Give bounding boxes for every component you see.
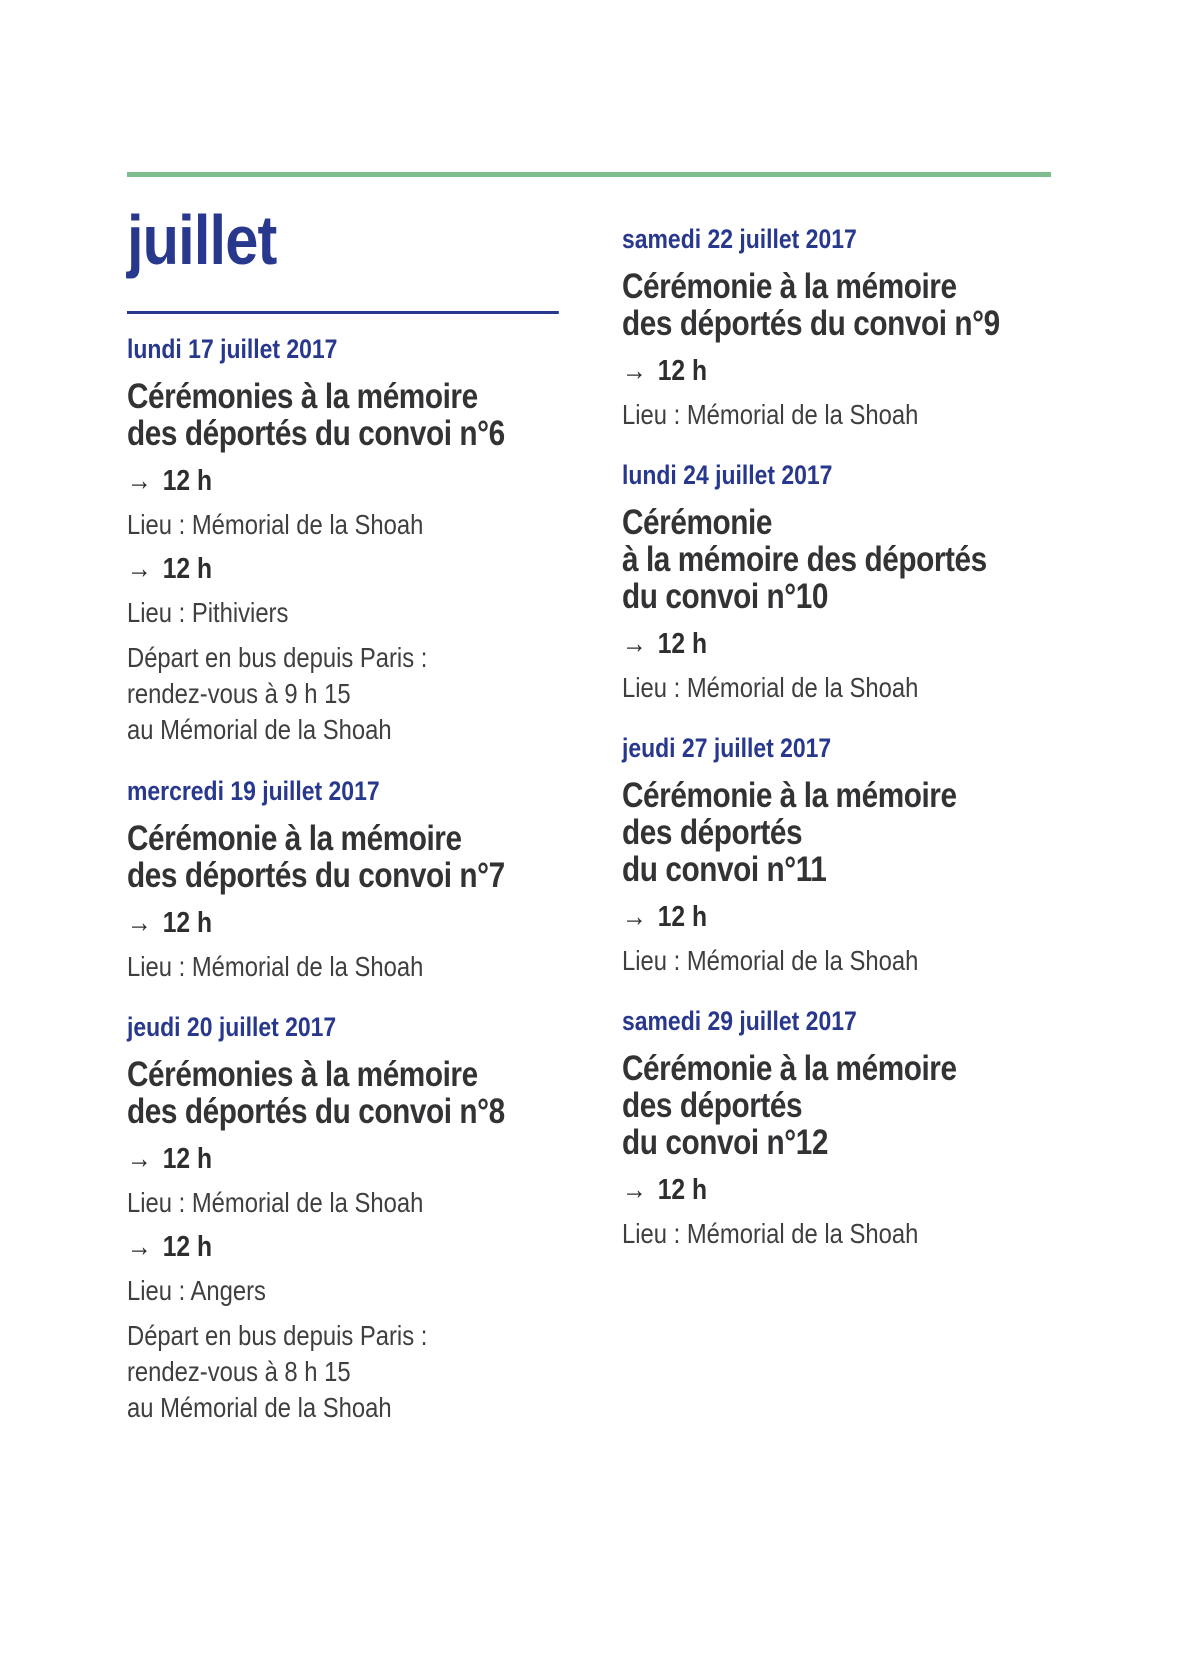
event-title-line: des déportés du convoi n°8	[127, 1092, 505, 1131]
event	[127, 774, 578, 984]
event-time-row	[622, 627, 1073, 661]
event	[127, 1010, 578, 1426]
event-date: samedi 22 juillet 2017	[622, 224, 857, 254]
event-title-line: Cérémonies à la mémoire	[127, 1055, 478, 1094]
arrow-right-icon: →	[622, 901, 647, 933]
event-title	[622, 777, 1073, 888]
event-time-row	[127, 464, 578, 498]
event	[622, 458, 1073, 705]
event-time-row	[127, 906, 578, 940]
event	[622, 222, 1073, 432]
event-title	[127, 820, 578, 894]
event-title-line: des déportés du convoi n°7	[127, 856, 505, 895]
top-divider	[127, 172, 1051, 177]
event-title-line: Cérémonie à la mémoire	[127, 819, 462, 858]
event-date: lundi 17 juillet 2017	[127, 334, 338, 364]
event-location: Lieu : Angers	[127, 1275, 266, 1306]
event-note-line: au Mémorial de la Shoah	[127, 1392, 392, 1423]
event-location: Lieu : Pithiviers	[127, 597, 289, 628]
event-time-row	[622, 1173, 1073, 1207]
event-note-line: rendez-vous à 9 h 15	[127, 678, 351, 709]
arrow-right-icon: →	[622, 355, 647, 387]
event	[622, 731, 1073, 978]
event-time: 12 h	[657, 1174, 708, 1206]
arrow-right-icon: →	[127, 553, 152, 585]
arrow-right-icon: →	[127, 465, 152, 497]
event-location: Lieu : Mémorial de la Shoah	[622, 1218, 919, 1249]
event-location: Lieu : Mémorial de la Shoah	[622, 672, 919, 703]
event-title	[127, 378, 578, 452]
column-left	[127, 200, 578, 1452]
event-time: 12 h	[657, 628, 708, 660]
event-title	[622, 268, 1073, 342]
event-note-line: Départ en bus depuis Paris :	[127, 642, 428, 673]
event-date: jeudi 27 juillet 2017	[622, 733, 832, 763]
event-time: 12 h	[162, 1231, 213, 1263]
event-title	[127, 1056, 578, 1130]
event-time: 12 h	[162, 1143, 213, 1175]
event-location: Lieu : Mémorial de la Shoah	[622, 945, 919, 976]
event-title-line: des déportés du convoi n°6	[127, 414, 505, 453]
event-time: 12 h	[162, 907, 213, 939]
event-note	[127, 640, 578, 748]
page-title: juillet	[127, 201, 277, 279]
event-title-line: du convoi n°11	[622, 850, 827, 889]
event-time: 12 h	[657, 355, 708, 387]
event-title-line: Cérémonie à la mémoire	[622, 1049, 957, 1088]
event-title-line: Cérémonie à la mémoire	[622, 776, 957, 815]
event-location: Lieu : Mémorial de la Shoah	[127, 1187, 424, 1218]
event	[622, 1004, 1073, 1251]
title-divider	[127, 311, 559, 314]
event-time-row	[127, 1230, 578, 1264]
arrow-right-icon: →	[127, 907, 152, 939]
event-time: 12 h	[162, 465, 213, 497]
column-right	[622, 222, 1073, 1277]
event-list-right	[622, 222, 1073, 1251]
arrow-right-icon: →	[127, 1231, 152, 1263]
event-time: 12 h	[162, 553, 213, 585]
arrow-right-icon: →	[127, 1143, 152, 1175]
event	[127, 332, 578, 748]
event-location: Lieu : Mémorial de la Shoah	[127, 509, 424, 540]
event-note-line: Départ en bus depuis Paris :	[127, 1320, 428, 1351]
event-time-row	[622, 354, 1073, 388]
event-location: Lieu : Mémorial de la Shoah	[127, 951, 424, 982]
event-time-row	[127, 552, 578, 586]
event-title-line: des déportés	[622, 813, 803, 852]
event-location: Lieu : Mémorial de la Shoah	[622, 399, 919, 430]
event-note-line: rendez-vous à 8 h 15	[127, 1356, 351, 1387]
event-time-row	[127, 1142, 578, 1176]
event-title-line: du convoi n°12	[622, 1123, 828, 1162]
event-title-line: des déportés	[622, 1086, 803, 1125]
event-title-line: Cérémonies à la mémoire	[127, 377, 478, 416]
arrow-right-icon: →	[622, 628, 647, 660]
event-title-line: des déportés du convoi n°9	[622, 304, 1000, 343]
event-note	[127, 1318, 578, 1426]
event-note-line: au Mémorial de la Shoah	[127, 714, 392, 745]
event-title-line: à la mémoire des déportés	[622, 540, 987, 579]
event-title-line: du convoi n°10	[622, 577, 828, 616]
event-date: lundi 24 juillet 2017	[622, 460, 833, 490]
event-date: jeudi 20 juillet 2017	[127, 1012, 337, 1042]
event-title-line: Cérémonie	[622, 503, 772, 542]
event-date: samedi 29 juillet 2017	[622, 1006, 857, 1036]
event-date: mercredi 19 juillet 2017	[127, 776, 380, 806]
event-title	[622, 1050, 1073, 1161]
arrow-right-icon: →	[622, 1174, 647, 1206]
event-title	[622, 504, 1073, 615]
event-title-line: Cérémonie à la mémoire	[622, 267, 957, 306]
event-time-row	[622, 900, 1073, 934]
event-time: 12 h	[657, 901, 708, 933]
event-list-left	[127, 332, 578, 1426]
